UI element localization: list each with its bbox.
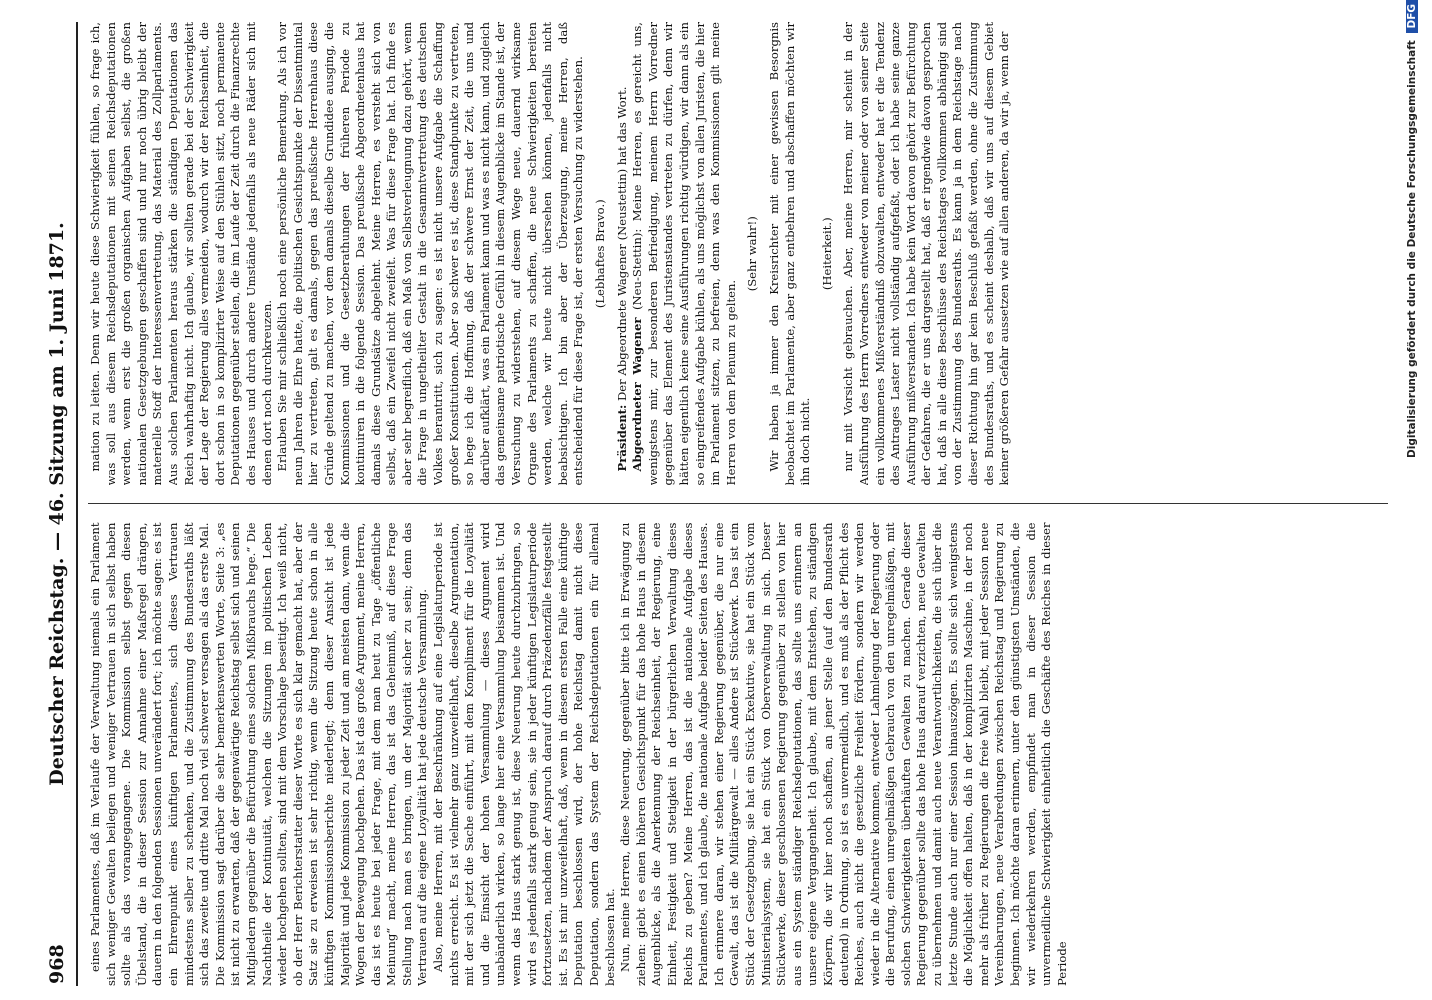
left-paragraph: Also, meine Herren, mit der Beschränkung auf eine Legislaturperiode ist nichts erreicht. Es ist vielmehr ganz unzweifelhaft, dieselbe Argumentation, mit der sich jetzt die Sache einführt, mit dem Kompliment für die Loyalität und die Einsicht der hohen Versammlung — dieses Argument wird unabänderlich wirken, so lange hier eine Versammlung beisammen ist. Und wenn das Haus stark genug ist, diese Neuerung heute durchzubringen, so wird es jedenfalls stark genug sein, sie in jeder künftigen Legislaturperiode fortzusetzen, nachdem der Anspruch darauf durch Präzedenzfälle festgestellt ist. Es ist mir unzweifelhaft, daß, wenn in diesem ersten Falle eine künftige Deputation beschlossen wird, der hohe Reichstag damit nicht diese Deputation, sondern das System der Reichsdeputationen ein für allemal beschlossen hat. (431, 522, 617, 986)
applause-note: (Lebhaftes Bravo.) (593, 199, 607, 309)
president-paragraph (615, 22, 631, 486)
right-paragraph: mation zu leiten. Denn wir heute diese Schwierigkeit fühlen, so frage ich, was soll aus diesem Reichsdeputationen mit seinen Reichsdeputationen werden, wenn erst die großen organischen Aufgaben selbst, die großen nationalen Gesetzgebungen geschaffen sind und nur noch übrig bleibt der materielle Stoff der Interessenvertretung, das Material des Zollparlaments. Aus solchen Parlamenten heraus stärken die ständigen Deputationen das Reich wahrhaftig nicht. Ich glaube, wir sollten gerade bei der Schwierigkeit der Lage der Regierung alles vermeiden, wodurch wir der Reichseinheit, die dort schon in so komplizirter Weise auf den Stühlen sitzt, noch permanente Deputationen gegenüber stellen, die im Laufe der Zeit durch die Finanzrechte des Hauses und durch andere Umstände jedenfalls als neue Räder sich mit denen dort noch durchkreuzen. (88, 22, 274, 486)
applause-note: (Heiterkeit.) (819, 217, 834, 291)
column-divider (88, 504, 1388, 505)
left-paragraph: Nun, meine Herren, diese Neuerung, gegenüber bitte ich in Erwägung zu ziehen: giebt es einen höheren Gesichtspunkt für das hohe Haus in diesem Augenblicke, als die Anerkennung der Reichseinheit, der Regierung, eine Einheit, Festigkeit und Stetigkeit in der bürgerlichen Verwaltung dieses Reichs zu geben? Meine Herren, das ist die nationale Aufgabe dieses Parlamentes, und ich glaube, die nationale Aufgabe beider Seiten des Hauses. Ich erinnere daran, wir stehen einer Regierung gegenüber, die nur eine Gewalt, das ist die Militärgewalt — alles Andere ist Stückwerk. Das ist ein Stück der Gesetzgebung, sie hat ein Stück Exekutive, sie hat ein Stück vom Ministerialsystem, sie hat ein Stück von Oberverwaltung in sich. Dieser Stückwerke, dieser geschlossenen Regierung gegenüber zu stellen von hier aus ein System ständiger Reichsdeputationen, das sollte uns erinnern an unsere eigene Vergangenheit. Ich glaube, mit dem Entstehen, zu ständigen Körpern, die wir hier noch schaffen, an jener Stelle (auf den Bundesrath deutend) in Ordnung, so ist es unvermeidlich, und es muß als der Pflicht des Reiches, auch nicht die gesetzliche Freiheit fördern, sondern wir werden wieder in die Alternative kommen, entweder Lahmlegung der Regierung oder die Berufung, einen unregelmäßigen Gebrauch von den unregelmäßigen, mit solchen Schwierigkeiten überhäuften Gewalten zu machen. Gerade dieser Regierung gegenüber sollte das hohe Haus darauf verzichten, neue Gewalten zu übernehmen und damit auch neue Verantwortlichkeiten, die sich über die letzte Stunde auch nur einer Session hinauszögen. Es sollte sich wenigstens die Möglichkeit offen halten, daß in der komplizirten Maschine, in der noch mehr als früher zu Regierungen die freie Wahl bleibt, mit jeder Session neue Vereinbarungen, neue Verabredungen zwischen Reichstag und Regierung zu beginnen. Ich möchte daran erinnern, unter den günstigsten Umständen, die wir wiederkehren werden, empfindet man in dieser Session die unvermeidliche Schwierigkeit einheitlich die Geschäfte des Reiches in dieser Periode (618, 522, 1069, 986)
left-paragraph: eines Parlamentes, daß im Verlaufe der Verwaltung niemals ein Parlament sich weniger Gewalten beilegen und weniger Vertrauen in sich selbst haben sollte als das vorangegangene. Die Kommission selbst gegen diesen Übelstand, die in dieser Session zur Annahme einer Maßregel drängen, dauern in den folgenden Sessionen unverändert fort; ich möchte sagen: es ist ein Ehrenpunkt eines künftigen Parlamentes, sich dieses Vertrauen mindestens selber zu schenken, und die Zustimmung des Bundesraths läßt sich das zweite und dritte Mal noch viel schwerer versagen als das erste Mal. Die Kommission sagt darüber die sehr bemerkenswerten Worte, Seite 3: „es ist nicht zu erwarten, daß der gegenwärtige Reichstag selbst sich und seinen Mitgliedern gegenüber die Befürchtung eines solchen Mißbrauchs hege.“ Die Nachtheile der Kontinuität, welchen die Sitzungen im politischen Leben wieder hochgehen sollten, sind mit dem Vorschlage beseitigt. Ich weiß nicht, ob der Herr Berichterstatter dieser Worte es sich klar gemacht hat, aber der Satz sie zu erweisen ist sehr richtig, wenn die Sitzung heute schon in alle künftigen Kommissionsberichte niederlegt; denn dieser Ansicht ist jede Majorität und jede Kommission zu jeder Zeit und am meisten dann, wenn die Wogen der Bewegung hochgehen. Das ist das große Argument, meine Herren, das ist es heute bei jeder Frage, mit dem man heut zu Tage „öffentliche Meinung“ macht, meine Herren, das ist das Geheimniß, auf diese Frage Stellung nach man es bringen, um der Majorität sicher zu sein; denn das Vertrauen auf die eigene Loyalität hat jede deutsche Versammlung. (88, 522, 430, 986)
dfg-logo-icon: DFG (1406, 0, 1418, 33)
right-paragraph: Erlauben Sie mir schließlich noch eine persönliche Bemerkung. Als ich vor neun Jahren die Ehre hatte, die politischen Gesichtspunkte der Dissentmintal hier zu vertreten, galt es damals, gegen das preußische Herrenhaus diese Gründe geltend zu machen, vor dem damals dieselbe Grundidee ausging, die Kommissionen und die Gesetzberathungen der früheren Periode zu kontinuiren in die folgende Session. Das preußische Abgeordnetenhaus hat damals diese Grundsätze abgelehnt. Meine Herren, es versteht sich von selbst, daß ein Zweifel nicht zweifelt. Was für diese Frage hat. Ich finde es aber sehr begreiflich, daß ein Maß von Selbstverleugnung dazu gehört, wenn die Frage in ungetheilter Gestalt in die Gesammtvertretung des deutschen Volkes herantritt, sich zu sagen: es ist nicht unsere Aufgabe die Schaffung großer Konstitutionen. Aber so schwer es ist, diese Standpunkte zu vertreten, so hege ich die Hoffnung, daß der schwere Ernst der Zeit, die uns und darüber aufklärt, was ein Parlament kann und was es nicht kann, und zugleich das gemeinsame patriotische Gefühl in diesem Augenblicke im Stande ist, der Versuchung zu widerstehen, auf diesem Wege neue, dauernd wirksame Organe des Parlaments zu schaffen, die neue Schwierigkeiten bereiten werden, welche wir heute nicht übersehen können, jedenfalls nicht beabsichtigen. Ich bin aber der Überzeugung, meine Herren, daß entscheidend für diese Frage ist, der ersten Versuchung zu widerstehen. (275, 22, 586, 486)
page-number: 968 (46, 944, 68, 984)
right-paragraph: nur mit Vorsicht gebrauchen. Aber, meine Herren, mir scheint in der Ausführung des Herrn Vorredners entweder von meiner oder von seiner Seite ein vollkommenes Mißverständniß obzuwalten, entweder hat er die Tendenz des Antrages Laster nicht vollständig aufgefaßt, oder ich habe seine ganze Ausführung mißverstanden. Ich habe kein Wort davon gehört zur Befürchtung der Gefahren, die er uns dargestellt hat, daß er irgendwie davon gesprochen hat, daß in alle diese Beschlüsse des Reichstages vollkommen abhängig sind von der Zustimmung des Bundesraths. Es kann ja in dem Reichstage nach dieser Richtung hin gar kein Beschluß gefaßt werden, ohne die Zustimmung des Bundesraths, und es scheint deshalb, daß wir uns auf diesem Gebiet keiner größeren Gefahr aussetzen wie auf allen anderen, da wir ja, wenn der (841, 22, 1012, 486)
wagener-paragraph (630, 22, 739, 486)
page-title: Deutscher Reichstag. — 46. Sitzung am 1. Juni 1871. (46, 222, 68, 786)
applause-note: (Sehr wahr!) (745, 216, 760, 292)
speaker-wagener: Abgeordneter Wagener (630, 317, 645, 472)
left-column (88, 523, 1388, 987)
speaker-president: Präsident: (614, 404, 629, 472)
document-body (40, 22, 1400, 986)
attribution-text-wrap (1406, 0, 1418, 1000)
page-header (40, 22, 78, 986)
footer-attribution (1406, 0, 1426, 1000)
attribution-text: Digitalisierung gefördert durch die Deutsche Forschungsgemeinschaft (1406, 40, 1418, 458)
president-text: Der Abgeordnete Wagener (Neustettin) hat das Wort. (614, 86, 629, 401)
right-column (88, 22, 1388, 486)
wagener-text: (Neu-Stettin): Meine Herren, es gereicht uns, wenigstens mir, zur besonderen Befriedigung, meinem Herrn Vorredner gegenüber das Element des Juristenstandes vertreten zu dürfen, denn wir hätten eigentlich keine seine Ausführungen richtig würdigen, wir dann als ein so eingreifendes Aufgabe kühlen, als uns möglichst von allen Juristen, die hier im Parlament sitzen, zu befreien, denn was den Kommissionen gilt meine Herren von dem Plenum zu gelten. (630, 22, 738, 486)
text-columns (88, 22, 1388, 986)
right-paragraph: Wir haben ja immer den Kreisrichter mit einer gewissen Besorgnis beobachtet im Parlamente, aber ganz entbehren und abschaffen möchten wir ihn doch nicht. (766, 22, 813, 486)
